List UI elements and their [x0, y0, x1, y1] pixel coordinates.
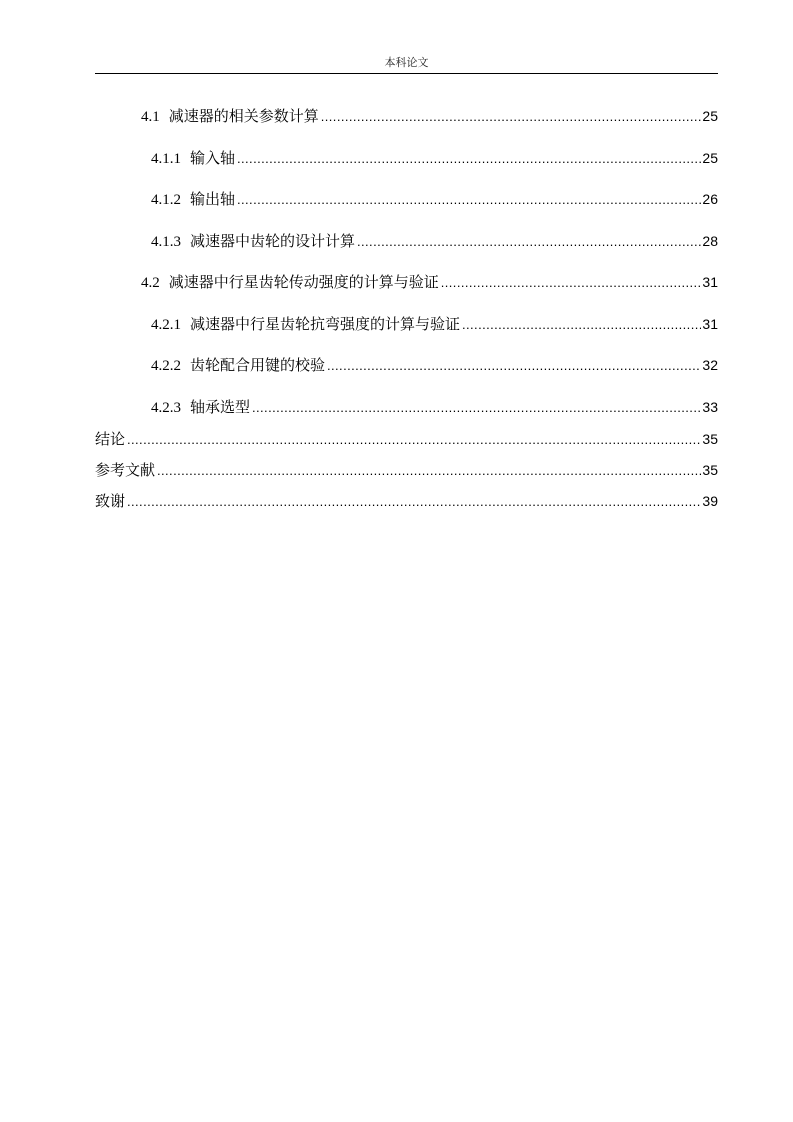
toc-dot-leader [357, 232, 701, 252]
toc-entry-page: 28 [702, 233, 718, 249]
toc-entry-title: 输入轴 [190, 149, 236, 167]
toc-dot-leader [441, 273, 702, 293]
header-rule [95, 73, 718, 74]
toc-entry-page: 39 [702, 493, 718, 509]
toc-entry-title: 结论 [95, 430, 126, 448]
toc-entry-title: 齿轮配合用键的校验 [190, 356, 326, 374]
toc-entry-number: 4.2.1 [151, 317, 181, 333]
toc-entry-number: 4.1.2 [151, 192, 181, 208]
toc-entry-number: 4.2.2 [151, 358, 181, 374]
toc-entry-4-2-2[interactable] [151, 355, 718, 375]
toc-entry-page: 35 [702, 431, 718, 447]
toc-entry-number: 4.2.3 [151, 400, 181, 416]
toc-entry-title: 输出轴 [190, 190, 236, 208]
toc-entry-4-1-3[interactable] [151, 231, 718, 251]
toc-entry-page: 32 [702, 357, 718, 373]
toc-dot-leader [157, 461, 701, 481]
toc-dot-leader [127, 430, 701, 450]
toc-entry-page: 25 [702, 150, 718, 166]
toc-dot-leader [252, 398, 701, 418]
page-header: 本科论文 [384, 56, 429, 69]
toc-entry-acknowledgements[interactable] [95, 491, 718, 511]
toc-entry-4-1-1[interactable] [151, 148, 718, 168]
toc-entry-4-1-2[interactable] [151, 189, 718, 209]
toc-entry-title: 减速器中行星齿轮抗弯强度的计算与验证 [190, 315, 461, 333]
toc-dot-leader [237, 149, 701, 169]
toc-entry-4-2[interactable] [141, 272, 718, 292]
toc-entry-title: 致谢 [95, 492, 126, 510]
toc-entry-page: 35 [702, 462, 718, 478]
toc-entry-page: 31 [702, 316, 718, 332]
toc-entry-number: 4.2 [141, 275, 160, 291]
toc-entry-page: 25 [702, 108, 718, 124]
toc-entry-4-2-1[interactable] [151, 314, 718, 334]
toc-entry-4-2-3[interactable] [151, 397, 718, 417]
toc-dot-leader [321, 107, 702, 127]
toc-entry-title: 减速器的相关参数计算 [168, 107, 319, 125]
toc-entry-conclusion[interactable] [95, 429, 718, 449]
toc-dot-leader [462, 315, 701, 335]
toc-entry-number: 4.1.1 [151, 151, 181, 167]
toc-dot-leader [327, 356, 701, 376]
toc-dot-leader [237, 190, 701, 210]
toc-entry-number: 4.1 [141, 109, 160, 125]
toc-entry-title: 轴承选型 [190, 398, 251, 416]
toc-entry-page: 33 [702, 399, 718, 415]
toc-entry-page: 31 [702, 274, 718, 290]
toc-dot-leader [127, 492, 701, 512]
toc-entry-title: 减速器中齿轮的设计计算 [190, 232, 356, 250]
toc-entry-title: 减速器中行星齿轮传动强度的计算与验证 [168, 273, 439, 291]
toc-entry-page: 26 [702, 191, 718, 207]
toc-entry-references[interactable] [95, 460, 718, 480]
toc-entry-number: 4.1.3 [151, 234, 181, 250]
toc-entry-title: 参考文献 [95, 461, 156, 479]
toc-entry-4-1[interactable] [141, 106, 718, 126]
